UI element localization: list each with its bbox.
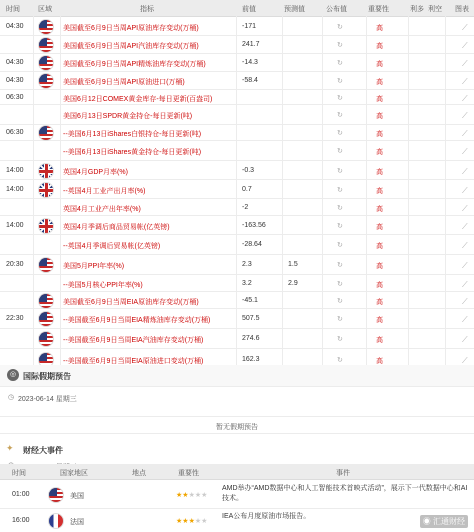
row-importance: 高: [376, 263, 383, 270]
us-flag-icon: [38, 73, 54, 89]
row-time: 06:30: [6, 94, 24, 101]
row-time: 04:30: [6, 59, 24, 66]
event-row[interactable]: [0, 481, 474, 509]
row-indicator: 英国4月季调后商品贸易帐(亿英镑): [63, 224, 170, 231]
globe-icon: ◎: [7, 369, 19, 381]
holiday-date: 2023-06-14 星期三: [18, 396, 77, 403]
row-time: 04:30: [6, 23, 24, 30]
chart-icon[interactable]: ⟋: [462, 129, 468, 138]
column-divider: [445, 0, 446, 370]
row-importance: 高: [376, 206, 383, 213]
row-time: 14:00: [6, 186, 24, 193]
row-time: 14:00: [6, 167, 24, 174]
refresh-icon: ↻: [337, 130, 343, 137]
clock-icon: ◷: [8, 394, 15, 401]
row-previous: -0.3: [242, 167, 255, 174]
table-row[interactable]: [0, 216, 474, 235]
row-previous: -2: [242, 204, 249, 211]
row-indicator: 美国截至6月9日当周EIA原油库存变动(万桶): [63, 299, 199, 306]
refresh-icon: ↻: [337, 168, 343, 175]
uk-flag-icon: [38, 182, 54, 198]
events-header-importance: 重要性: [178, 470, 199, 477]
uk-flag-icon: [38, 218, 54, 234]
table-header: [0, 0, 474, 17]
refresh-icon: ↻: [337, 24, 343, 31]
uk-flag-icon: [38, 163, 54, 179]
chart-icon[interactable]: ⟋: [462, 41, 468, 50]
holiday-empty-text: 暂无假期预告: [216, 424, 258, 431]
table-row[interactable]: [0, 161, 474, 180]
row-importance: 高: [376, 282, 383, 289]
header-bullish: 利多: [410, 6, 424, 13]
chart-icon[interactable]: ⟋: [462, 241, 468, 250]
refresh-icon: ↻: [337, 78, 343, 85]
event-country: 美国: [70, 493, 84, 500]
row-indicator: --美国6月13日iShares白银持仓-每日更新(吨): [63, 131, 202, 138]
row-indicator: --美国截至6月9日当周EIA精炼油库存变动(万桶): [63, 317, 211, 324]
event-time: 16:00: [12, 517, 30, 524]
row-indicator: 英国4月工业产出年率(%): [63, 206, 141, 213]
table-row[interactable]: [0, 36, 474, 54]
event-description: IEA公布月度原油市场报告。: [222, 513, 311, 520]
row-previous: -171: [242, 23, 257, 30]
chart-icon[interactable]: ⟋: [462, 315, 468, 324]
refresh-icon: ↻: [337, 60, 343, 67]
table-row[interactable]: [0, 18, 474, 36]
refresh-icon: ↻: [337, 336, 343, 343]
event-time: 01:00: [12, 491, 30, 498]
row-indicator: --英国4月工业产出月率(%): [63, 188, 146, 195]
star-icon: ★: [182, 492, 189, 499]
star-icon: ★: [176, 518, 183, 525]
table-row[interactable]: [0, 309, 474, 329]
row-importance: 高: [376, 224, 383, 231]
refresh-icon: ↻: [337, 242, 343, 249]
chart-icon[interactable]: ⟋: [462, 77, 468, 86]
star-icon: ★: [201, 518, 208, 525]
header-importance: 重要性: [368, 6, 389, 13]
us-flag-icon: [38, 37, 54, 53]
events-header-country: 国家地区: [60, 470, 88, 477]
table-row[interactable]: [0, 54, 474, 72]
chart-icon[interactable]: ⟋: [462, 222, 468, 231]
refresh-icon: ↻: [337, 281, 343, 288]
events-header: [0, 464, 474, 480]
header-time: 时间: [6, 6, 20, 13]
star-icon: ★: [176, 492, 183, 499]
row-importance: 高: [376, 169, 383, 176]
table-row[interactable]: [0, 90, 474, 105]
star-icon: ★: [194, 518, 202, 525]
row-importance: 高: [376, 79, 383, 86]
header-chart: 图表: [455, 6, 469, 13]
row-previous: -14.3: [242, 59, 258, 66]
chart-icon[interactable]: ⟋: [462, 204, 468, 213]
event-row[interactable]: [0, 509, 474, 532]
row-previous: -163.56: [242, 222, 266, 229]
row-time: 22:30: [6, 315, 24, 322]
row-previous: 3.2: [242, 280, 252, 287]
header-bearish: 利空: [428, 6, 442, 13]
event-description: AMD举办“AMD数据中心和人工智能技术首映式活动”，展示下一代数据中心和AI技术。: [222, 485, 468, 502]
column-divider: [408, 0, 409, 370]
star-icon: ★: [188, 492, 195, 499]
row-time: 04:30: [6, 77, 24, 84]
us-flag-icon: [38, 331, 54, 347]
row-indicator: 美国截至6月9日当周API原油进口(万桶): [63, 79, 185, 86]
events-header-time: 时间: [12, 470, 26, 477]
refresh-icon: ↻: [337, 298, 343, 305]
row-importance: 高: [376, 358, 383, 365]
events-title: 财经大事件: [23, 446, 63, 455]
importance-stars: [176, 517, 207, 525]
row-importance: 高: [376, 337, 383, 344]
chart-icon[interactable]: ⟋: [462, 261, 468, 270]
column-divider: [60, 0, 61, 370]
star-icon: ★: [194, 492, 202, 499]
header-region: 区域: [38, 6, 52, 13]
events-header-event: 事件: [336, 470, 350, 477]
chart-icon[interactable]: ⟋: [462, 297, 468, 306]
refresh-icon: ↻: [337, 316, 343, 323]
holiday-title: 国际假期预告: [23, 372, 71, 381]
column-divider: [33, 0, 34, 370]
row-previous: -28.64: [242, 241, 262, 248]
header-previous: 前值: [242, 6, 256, 13]
row-indicator: 美国6月12日COMEX黄金库存-每日更新(百盎司): [63, 96, 213, 103]
row-previous: 2.3: [242, 261, 252, 268]
row-forecast: 2.9: [288, 280, 298, 287]
row-time: 06:30: [6, 129, 24, 136]
row-importance: 高: [376, 317, 383, 324]
row-forecast: 1.5: [288, 261, 298, 268]
row-indicator: 美国截至6月9日当周API汽油库存变动(万桶): [63, 43, 199, 50]
events-section: [0, 440, 474, 458]
row-previous: -45.1: [242, 297, 258, 304]
events-header-place: 地点: [132, 470, 146, 477]
table-row[interactable]: [0, 72, 474, 90]
us-flag-icon: [38, 55, 54, 71]
watermark-icon: ◉: [422, 517, 433, 526]
watermark: [420, 515, 468, 528]
table-row[interactable]: [0, 235, 474, 255]
row-importance: 高: [376, 43, 383, 50]
row-time: 20:30: [6, 261, 24, 268]
us-flag-icon: [38, 125, 54, 141]
row-indicator: --英国4月季调后贸易帐(亿英镑): [63, 243, 161, 250]
row-importance: 高: [376, 299, 383, 306]
chart-icon[interactable]: ⟋: [462, 59, 468, 68]
holiday-empty-row: [0, 416, 474, 434]
table-row[interactable]: [0, 292, 474, 309]
row-indicator: 美国截至6月9日当周API精炼油库存变动(万桶): [63, 61, 206, 68]
refresh-icon: ↻: [337, 148, 343, 155]
bulb-icon: ✦: [6, 443, 14, 453]
refresh-icon: ↻: [337, 112, 343, 119]
star-icon: ★: [182, 518, 189, 525]
row-indicator: --美国6月13日iShares黄金持仓-每日更新(吨): [63, 149, 202, 156]
row-indicator: --美国5月核心PPI年率(%): [63, 282, 143, 289]
us-flag-icon: [38, 293, 54, 309]
refresh-icon: ↻: [337, 187, 343, 194]
row-importance: 高: [376, 188, 383, 195]
us-flag-icon: [38, 19, 54, 35]
us-flag-icon: [38, 311, 54, 327]
us-flag-icon: [48, 487, 64, 503]
header-published: 公布值: [326, 6, 347, 13]
row-previous: -58.4: [242, 77, 258, 84]
star-icon: ★: [188, 518, 195, 525]
row-previous: 507.5: [242, 315, 260, 322]
header-forecast: 预测值: [284, 6, 305, 13]
row-importance: 高: [376, 25, 383, 32]
row-time: 14:00: [6, 222, 24, 229]
holiday-section: [0, 365, 474, 387]
row-importance: 高: [376, 243, 383, 250]
column-divider: [366, 0, 367, 370]
column-divider: [322, 0, 323, 370]
row-previous: 162.3: [242, 356, 260, 363]
row-importance: 高: [376, 131, 383, 138]
chart-icon[interactable]: ⟋: [462, 335, 468, 344]
chart-icon[interactable]: ⟋: [462, 280, 468, 289]
refresh-icon: ↻: [337, 205, 343, 212]
row-indicator: 美国6月13日SPDR黄金持仓-每日更新(吨): [63, 113, 193, 120]
refresh-icon: ↻: [337, 223, 343, 230]
table-row[interactable]: [0, 275, 474, 292]
column-divider: [236, 0, 237, 370]
row-importance: 高: [376, 149, 383, 156]
table-row[interactable]: [0, 180, 474, 199]
refresh-icon: ↻: [337, 42, 343, 49]
table-row[interactable]: [0, 255, 474, 275]
chart-icon[interactable]: ⟋: [462, 167, 468, 176]
row-indicator: 美国5月PPI年率(%): [63, 263, 125, 270]
header-indicator: 指标: [140, 6, 154, 13]
chart-icon[interactable]: ⟋: [462, 94, 468, 103]
row-indicator: 美国截至6月9日当周API原油库存变动(万桶): [63, 25, 199, 32]
watermark-text: 汇通财经: [433, 517, 465, 526]
table-row[interactable]: [0, 105, 474, 125]
france-flag-icon: [48, 513, 64, 529]
holiday-date-bar: [0, 388, 474, 408]
row-previous: 274.6: [242, 335, 260, 342]
chart-icon[interactable]: ⟋: [462, 186, 468, 195]
table-row[interactable]: [0, 141, 474, 161]
row-importance: 高: [376, 96, 383, 103]
star-icon: ★: [201, 492, 208, 499]
table-row[interactable]: [0, 199, 474, 216]
row-previous: 0.7: [242, 186, 252, 193]
importance-stars: [176, 491, 207, 499]
refresh-icon: ↻: [337, 357, 343, 364]
row-indicator: --美国截至6月9日当周EIA汽油库存变动(万桶): [63, 337, 204, 344]
table-row[interactable]: [0, 329, 474, 349]
table-row[interactable]: [0, 125, 474, 141]
row-previous: 241.7: [242, 41, 260, 48]
chart-icon[interactable]: ⟋: [462, 111, 468, 120]
chart-icon[interactable]: ⟋: [462, 356, 468, 365]
chart-icon[interactable]: ⟋: [462, 23, 468, 32]
row-importance: 高: [376, 113, 383, 120]
refresh-icon: ↻: [337, 95, 343, 102]
us-flag-icon: [38, 257, 54, 273]
chart-icon[interactable]: ⟋: [462, 147, 468, 156]
row-importance: 高: [376, 61, 383, 68]
row-indicator: --美国截至6月9日当周EIA原油进口变动(万桶): [63, 358, 204, 365]
column-divider: [282, 0, 283, 370]
row-indicator: 英国4月GDP月率(%): [63, 169, 128, 176]
event-country: 法国: [70, 519, 84, 526]
refresh-icon: ↻: [337, 262, 343, 269]
